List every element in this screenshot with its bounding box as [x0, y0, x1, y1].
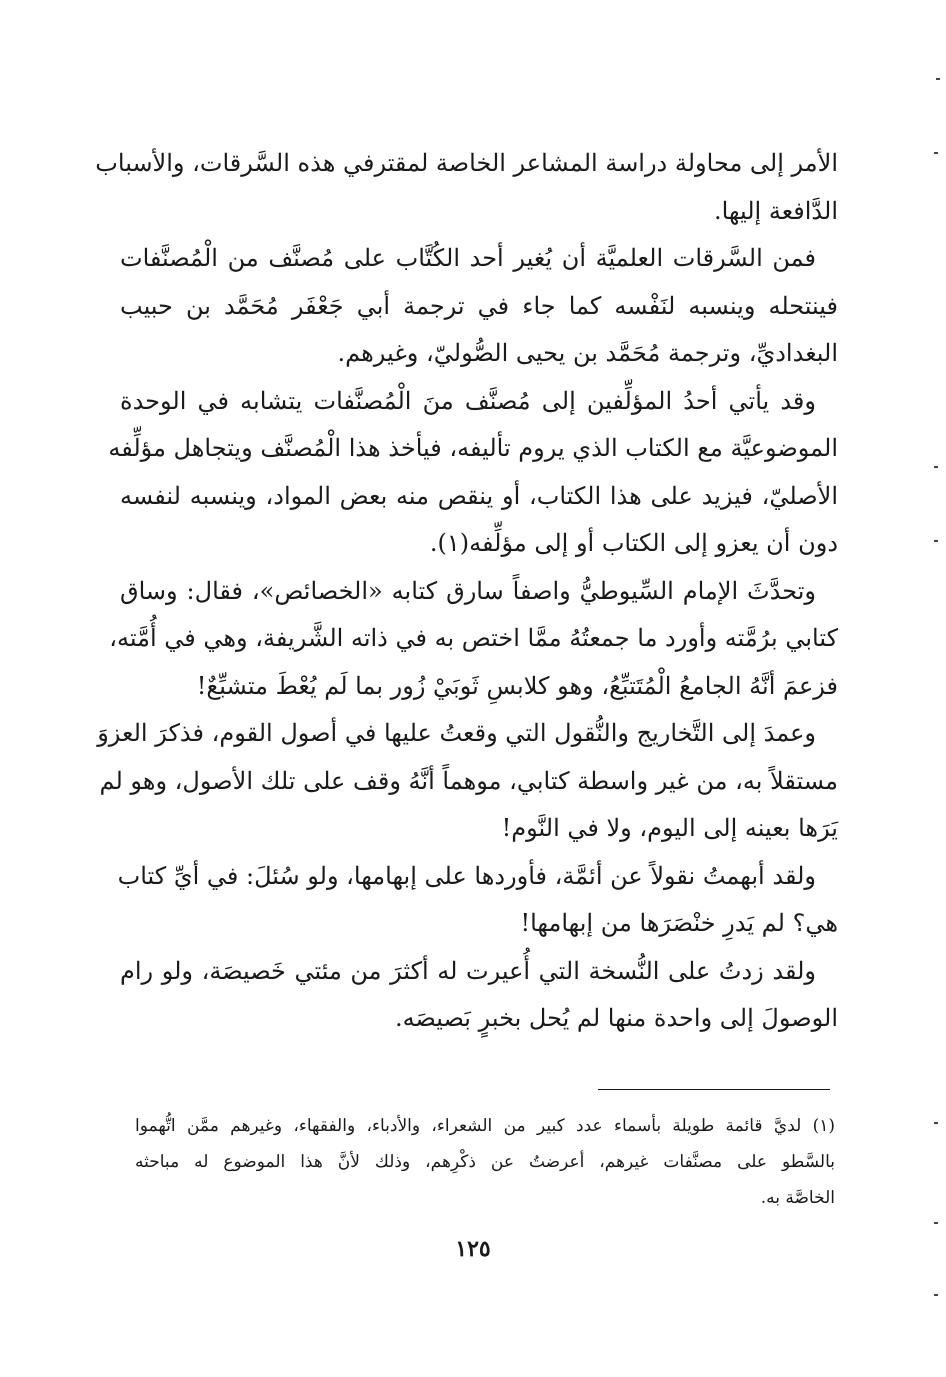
text-line: كتابي برُمَّته وأورد ما جمعتُهُ ممَّا اختص به في ذاته الشَّريفة، وهي في أُمَّته،: [109, 624, 838, 652]
text-line: وقد يأتي أحدُ المؤلِّفين إلى مُصنَّف منَ الْمُصنَّفات يتشابه في الوحدة: [120, 386, 816, 415]
scan-speck: [934, 152, 938, 154]
text-line: وتحدَّثَ الإمام السِّيوطيُّ واصفاً سارق كتابه «الخصائص»، فقال: وساق: [120, 576, 816, 605]
scan-speck: [936, 78, 940, 80]
main-text: [95, 140, 838, 1043]
footnote-line: بالسَّطو على مصنَّفات غيرهم، أعرضتُ عن ذكْرِهم، وذلك لأنَّ هذا الموضوع له مباحثه: [135, 1152, 835, 1172]
text-line: ولقد زدتُ على النُّسخة التي أُعيرت له أكثرَ من مئتي خَصيصَة، ولو رام: [120, 956, 816, 985]
scan-speck: [934, 1294, 938, 1296]
text-line: البغداديِّ، وترجمة مُحَمَّد بن يحيى الصُّوليّ، وغيرهم.: [337, 339, 838, 367]
text-line: الموضوعيَّة مع الكتاب الذي يروم تأليفه، فيأخذ هذا الْمُصنَّف ويتجاهل مؤلِّفه: [108, 434, 838, 462]
text-line: مستقلاً به، من غير واسطة كتابي، موهماً أنَّهُ وقف على تلك الأصول، وهو لم: [99, 766, 838, 795]
footnote-divider: [598, 1089, 830, 1090]
footnotes: [135, 1108, 835, 1216]
scan-speck: [934, 540, 938, 542]
footnote-line: الخاصَّة به.: [760, 1188, 835, 1208]
text-line: يَرَها بعينه إلى اليوم، ولا في النَّوم!: [501, 814, 838, 842]
text-line: ولقد أبهمتُ نقولاً عن أئمَّة، فأوردها على إبهامها، ولو سُئلَ: في أيِّ كتاب: [117, 861, 816, 890]
scan-speck: [934, 1122, 938, 1124]
text-line: الوصولَ إلى واحدة منها لم يُحل بخبرٍ بَصيصَه.: [394, 1004, 838, 1032]
page-number: ١٢٥: [455, 1236, 491, 1262]
scan-speck: [934, 466, 938, 468]
text-line: فينتحله وينسبه لنَفْسه كما جاء في ترجمة أبي جَعْفَر مُحَمَّد بن حبيب: [120, 291, 838, 320]
text-line: الأمر إلى محاولة دراسة المشاعر الخاصة لمقترفي هذه السَّرقات، والأسباب: [95, 149, 838, 177]
text-line: الدَّافعة إليها.: [713, 196, 838, 225]
scan-speck: [934, 1222, 938, 1224]
text-line: الأصليّ، فيزيد على هذا الكتاب، أو ينقص منه بعض المواد، وينسبه لنفسه: [120, 481, 838, 510]
text-line: فمن السَّرقات العلميَّة أن يُغير أحد الكُتَّاب على مُصنَّف من الْمُصنَّفات: [120, 244, 817, 272]
text-line: فزعمَ أنَّهُ الجامعُ الْمُتَتبِّعُ، وهو كلابسِ ثَوبَيْ زُور بما لَم يُعْطَ متشبِّعٌ!: [196, 671, 838, 700]
text-line: هي؟ لم يَدرِ خنْصَرَها من إبهامها!: [520, 909, 838, 937]
footnote-line: (١) لديَّ قائمة طويلة بأسماء عدد كبير من الشعراء، والأدباء، والفقهاء، وغيرهم ممَّن اتُّهموا: [135, 1116, 835, 1136]
text-line: وعمدَ إلى التَّخاريج والنُّقول التي وقعتُ عليها في أصول القوم، فذكرَ العزوَ: [97, 719, 816, 747]
text-line: دون أن يعزو إلى الكتاب أو إلى مؤلِّفه(١).: [429, 529, 838, 557]
